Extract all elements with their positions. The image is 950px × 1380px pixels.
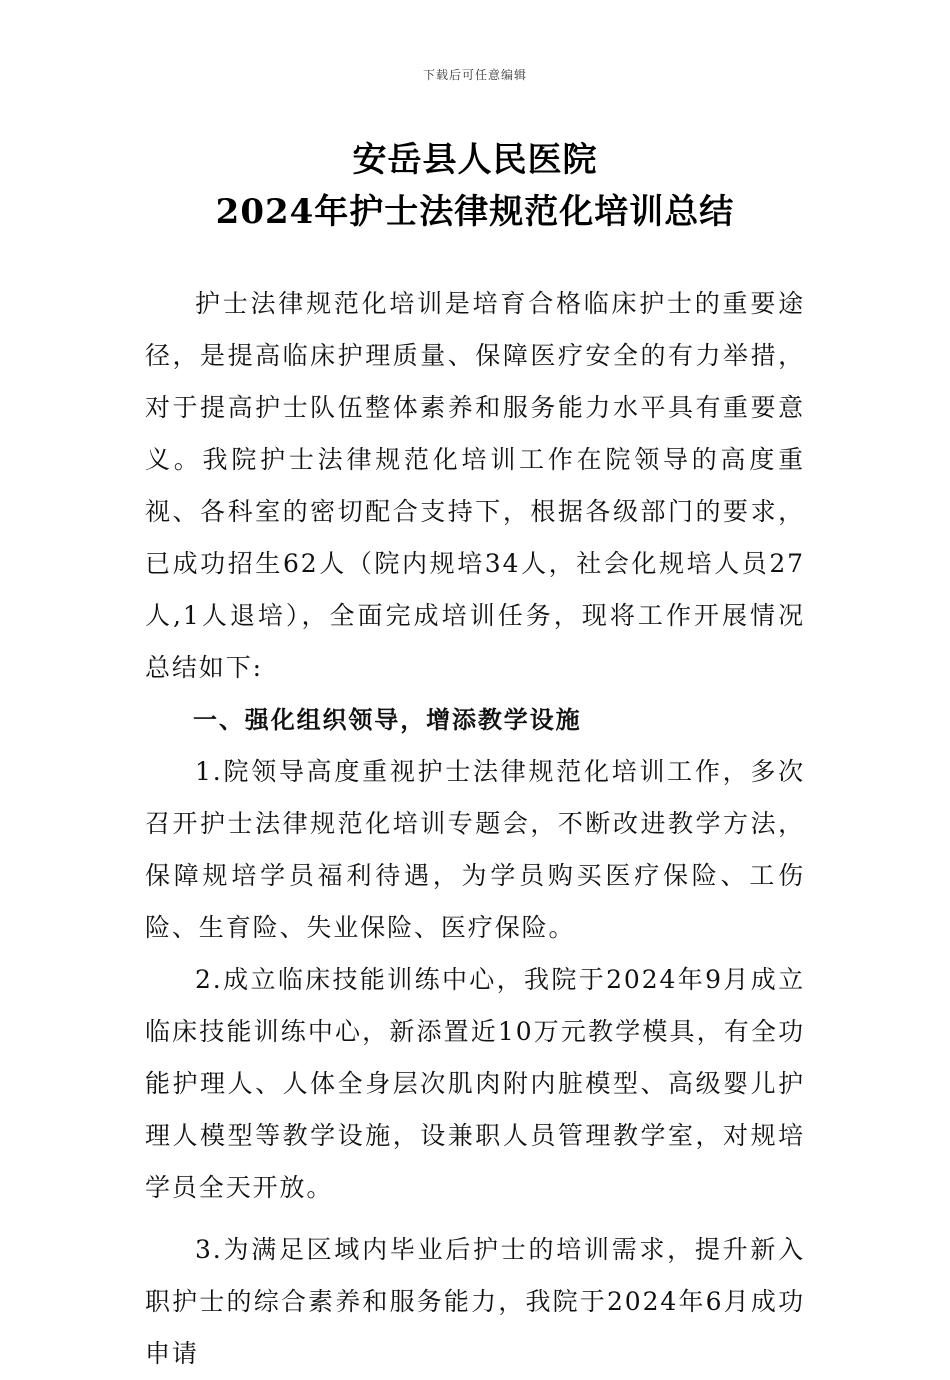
document-body [145,278,805,1380]
paragraph-item-1: 1.院领导高度重视护士法律规范化培训工作，多次召开护士法律规范化培训专题会，不断改进教学方法，保障规培学员福利待遇，为学员购买医疗保险、工伤险、生育险、失业保险、医疗保险。 [145,757,805,942]
paragraph-item-3: 3.为满足区域内毕业后护士的培训需求，提升新入职护士的综合素养和服务能力，我院于2024年6月成功申请 [145,1235,805,1368]
intro-paragraph: 护士法律规范化培训是培育合格临床护士的重要途径，是提高临床护理质量、保障医疗安全的有力举措，对于提高护士队伍整体素养和服务能力水平具有重要意义。我院护士法律规范化培训工作在院领导的高度重视、各科室的密切配合支持下，根据各级部门的要求，已成功招生62人（院内规培34人，社会化规培人员27人,1人退培），全面完成培训任务，现将工作开展情况总结如下: [145,289,805,682]
paragraph-item-2: 2.成立临床技能训练中心，我院于2024年9月成立临床技能训练中心，新添置近10万元教学模具，有全功能护理人、人体全身层次肌肉附内脏模型、高级婴儿护理人模型等教学设施，设兼职人员管理教学室，对规培学员全天开放。 [145,965,805,1202]
section-heading-1: 一、强化组织领导，增添教学设施 [193,706,582,734]
header-note: 下载后可任意编辑 [422,68,527,82]
document-title-report: 2024年护士法律规范化培训总结 [215,192,735,232]
document-title-hospital: 安岳县人民医院 [352,140,598,180]
